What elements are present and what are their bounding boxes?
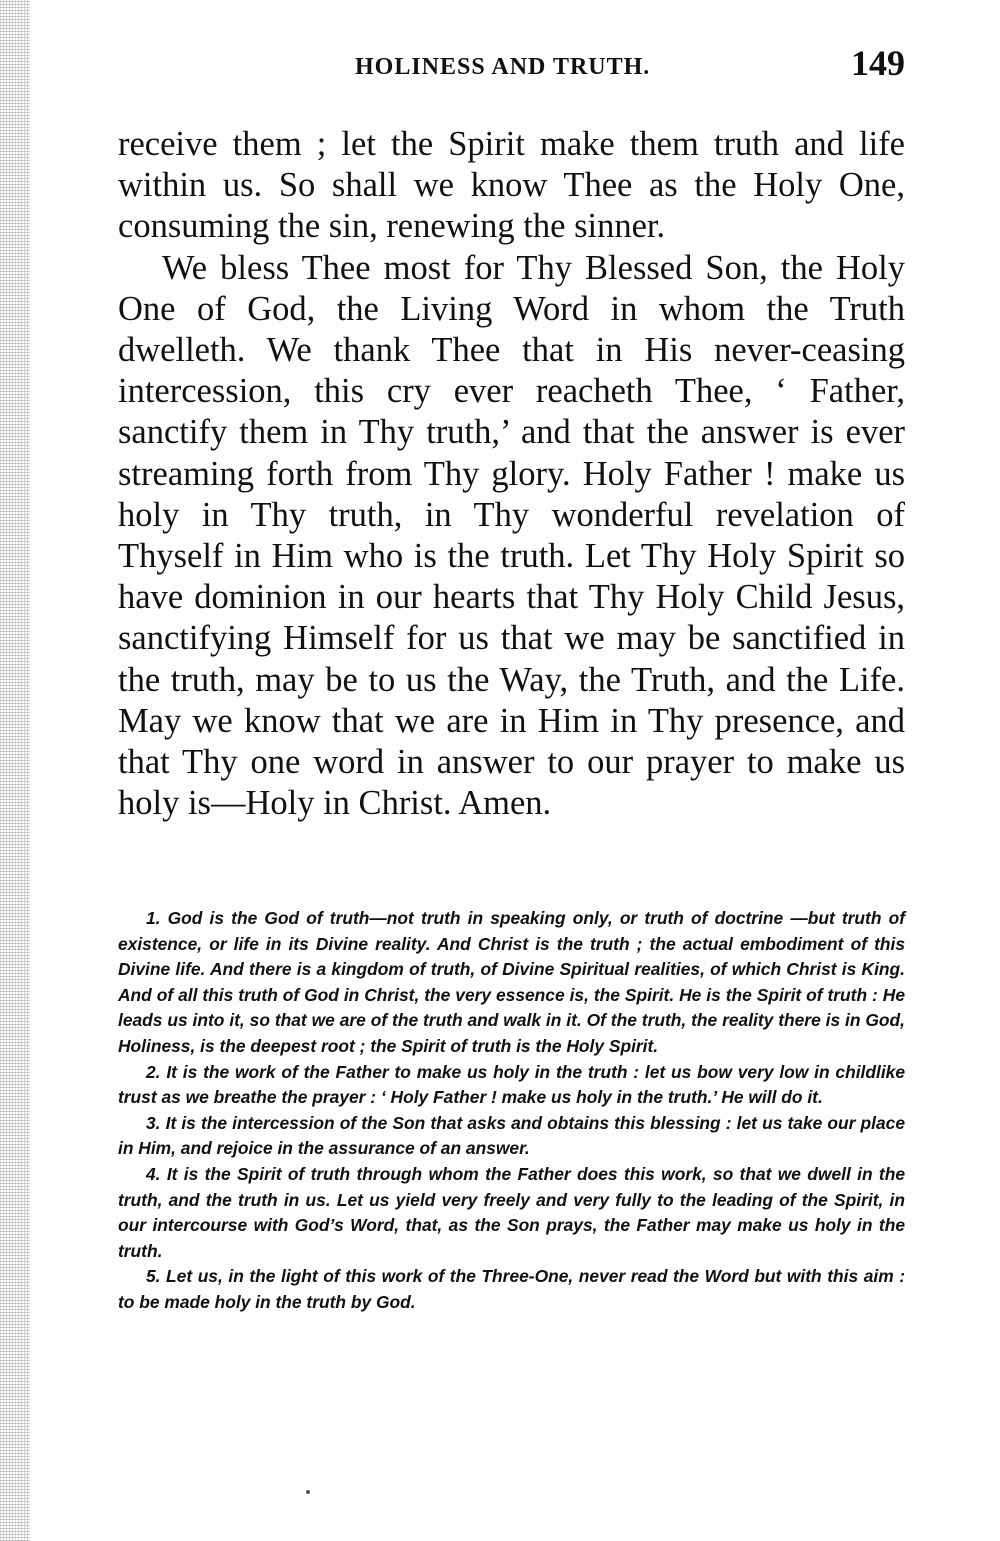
note-item: 2. It is the work of the Father to make us holy in the truth : let us bow very low in childlike trust as we breathe the prayer : ‘ Holy Father ! make us holy in the truth.’ He will do it. (118, 1061, 905, 1108)
footnotes (118, 906, 905, 1316)
note-item: 5. Let us, in the light of this work of the Three-One, never read the Word but with this aim : to be made holy in the truth by God. (118, 1266, 905, 1312)
note-item: 3. It is the intercession of the Son that asks and obtains this blessing : let us take our place in Him, and rejoice in the assurance of an answer. (118, 1112, 905, 1159)
body-text (118, 124, 905, 824)
print-speck (306, 1490, 310, 1494)
note-item: 4. It is the Spirit of truth through whom the Father does this work, so that we dwell in the truth, and the truth in us. Let us yield very freely and very fully to the leading of the Spirit, in our intercourse with God’s Word, that, as the Son prays, the Father may make us holy in the truth. (118, 1163, 905, 1261)
note-item: 1. God is the God of truth—not truth in speaking only, or truth of doctrine —but truth of existence, or life in its Divine reality. And Christ is the truth ; the actual embodiment of this Divine life. And there is a kingdom of truth, of Divine Spiritual realities, of which Christ is King. And of all this truth of God in Christ, the very essence is, the Spirit. He is the Spirit of truth : He leads us into it, so that we are of the truth and walk in it. Of the truth, the reality there is in God, Holiness, is the deepest root ; the Spirit of truth is the Holy Spirit. (118, 908, 905, 1056)
running-head: HOLINESS AND TRUTH. (355, 54, 651, 80)
page-number: 149 (851, 43, 905, 83)
binding-edge (0, 0, 30, 1541)
body-paragraph: We bless Thee most for Thy Blessed Son, the Holy One of God, the Living Word in whom the Truth dwelleth. We thank Thee that in His never-ceasing intercession, this cry ever reacheth Thee, ‘ Father, sanctify them in Thy truth,’ and that the answer is ever streaming forth from Thy glory. Holy Father ! make us holy in Thy truth, in Thy wonderful revelation of Thyself in Him who is the truth. Let Thy Holy Spirit so have dominion in our hearts that Thy Holy Child Jesus, sanctifying Himself for us that we may be sanctified in the truth, may be to us the Way, the Truth, and the Life. May we know that we are in Him in Thy presence, and that Thy one word in answer to our prayer to make us holy is—Holy in Christ. Amen. (118, 248, 905, 823)
page-header (120, 42, 905, 92)
body-paragraph: receive them ; let the Spirit make them truth and life within us. So shall we know Thee as the Holy One, consuming the sin, renewing the sinner. (118, 125, 905, 246)
